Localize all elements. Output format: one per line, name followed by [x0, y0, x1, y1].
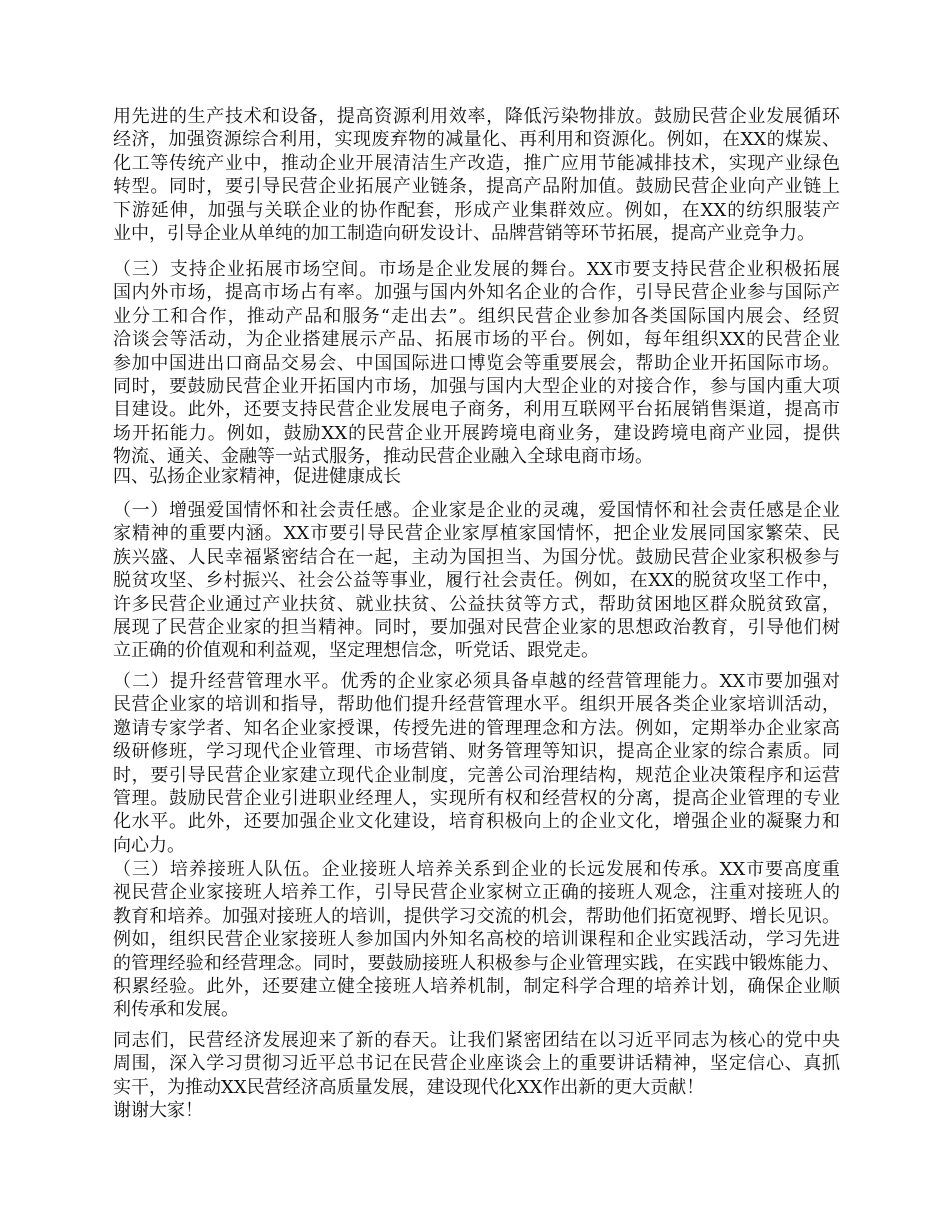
text-line: 家精神的重要内涵。XX市要引导民营企业家厚植家国情怀，把企业发展同国家繁荣、民 [113, 523, 840, 545]
text-line: 化工等传统产业中，推动企业开展清洁生产改造，推广应用节能减排技术，实现产业绿色 [113, 152, 840, 174]
paragraph [113, 1029, 840, 1099]
text-line: 管理。鼓励民营企业引进职业经理人，实现所有权和经营权的分离，提高企业管理的专业 [113, 787, 840, 809]
text-line: 场开拓能力。例如，鼓励XX的民营企业开展跨境电商业务，建设跨境电商产业园，提供 [113, 422, 840, 444]
text-line: （三）支持企业拓展市场空间。市场是企业发展的舞台。XX市要支持民营企业积极拓展 [113, 259, 840, 280]
text-line: 视民营企业家接班人培养工作，引导民营企业家树立正确的接班人观念，注重对接班人的 [113, 882, 840, 904]
paragraph [113, 670, 840, 857]
text-line: 参加中国进出口商品交易会、中国国际进口博览会等重要展会，帮助企业开拓国际市场。 [113, 352, 840, 374]
text-line: 谢谢大家！ [113, 1100, 203, 1121]
paragraph [113, 858, 840, 1022]
paragraph [113, 258, 840, 469]
text-line: 教育和培养。加强对接班人的培训，提供学习交流的机会，帮助他们拓宽视野、增长见识。 [113, 905, 840, 927]
text-line: 化水平。此外，还要加强企业文化建设，培育积极向上的企业文化，增强企业的凝聚力和 [113, 811, 840, 833]
text-line: 积累经验。此外，还要建立健全接班人培养机制，制定科学合理的培养计划，确保企业顺 [113, 975, 840, 997]
text-line: 国内外市场，提高市场占有率。加强与国内外知名企业的合作，引导民营企业参与国际产 [113, 282, 840, 304]
paragraph [113, 105, 840, 245]
text-line: 族兴盛、人民幸福紧密结合在一起，主动为国担当、为国分忧。鼓励民营企业家积极参与 [113, 546, 840, 568]
text-line: 经济，加强资源综合利用，实现废弃物的减量化、再利用和资源化。例如，在XX的煤炭、 [113, 129, 840, 151]
text-line: 展现了民营企业家的担当精神。同时，要加强对民营企业家的思想政治教育，引导他们树 [113, 616, 840, 638]
text-line: 洽谈会等活动，为企业搭建展示产品、拓展市场的平台。例如，每年组织XX的民营企业 [113, 329, 840, 351]
text-line: 周围，深入学习贯彻习近平总书记在民营企业座谈会上的重要讲话精神，坚定信心、真抓 [113, 1053, 840, 1075]
text-line: 目建设。此外，还要支持民营企业发展电子商务，利用互联网平台拓展销售渠道，提高市 [113, 399, 840, 421]
text-line: 利传承和发展。 [113, 999, 239, 1021]
section-heading [113, 465, 840, 488]
text-line: 同时，要鼓励民营企业开拓国内市场，加强与国内大型企业的对接合作，参与国内重大项 [113, 375, 840, 397]
text-line: 四、弘扬企业家精神，促进健康成长 [113, 466, 401, 487]
paragraph [113, 499, 840, 663]
text-line: 脱贫攻坚、乡村振兴、社会公益等事业，履行社会责任。例如，在XX的脱贫攻坚工作中， [113, 570, 840, 592]
text-line: 下游延伸，加强与关联企业的协作配套，形成产业集群效应。例如，在XX的纺织服装产 [113, 199, 840, 221]
text-line: 业分工和合作，推动产品和服务“走出去”。组织民营企业参加各类国际国内展会、经贸 [113, 305, 840, 327]
text-line: （二）提升经营管理水平。优秀的企业家必须具备卓越的经营管理能力。XX市要加强对 [113, 671, 840, 692]
text-line: 业中，引导企业从单纯的加工制造向研发设计、品牌营销等环节拓展，提高产业竞争力。 [113, 222, 815, 244]
text-line: 用先进的生产技术和设备，提高资源利用效率，降低污染物排放。鼓励民营企业发展循环 [113, 106, 840, 127]
text-line: 许多民营企业通过产业扶贫、就业扶贫、公益扶贫等方式，帮助贫困地区群众脱贫致富， [113, 593, 840, 615]
text-line: 转型。同时，要引导民营企业拓展产业链条，提高产品附加值。鼓励民营企业向产业链上 [113, 176, 840, 198]
text-line: 物流、通关、金融等一站式服务，推动民营企业融入全球电商市场。 [113, 446, 653, 468]
text-line: 民营企业家的培训和指导，帮助他们提升经营管理水平。组织开展各类企业家培训活动， [113, 694, 840, 716]
text-line: 邀请专家学者、知名企业家授课，传授先进的管理理念和方法。例如，定期举办企业家高 [113, 717, 840, 739]
text-line: 向心力。 [113, 834, 185, 856]
paragraph [113, 1099, 840, 1122]
text-line: 立正确的价值观和利益观，坚定理想信念，听党话、跟党走。 [113, 640, 599, 662]
text-line: 例如，组织民营企业家接班人参加国内外知名高校的培训课程和企业实践活动，学习先进 [113, 929, 840, 951]
text-line: 的管理经验和经营理念。同时，要鼓励接班人积极参与企业管理实践，在实践中锻炼能力、 [113, 952, 840, 974]
text-line: 时，要引导民营企业家建立现代企业制度，完善公司治理结构，规范企业决策程序和运营 [113, 764, 840, 786]
text-line: （三）培养接班人队伍。企业接班人培养关系到企业的长远发展和传承。XX市要高度重 [113, 859, 840, 880]
text-line: 实干，为推动XX民营经济高质量发展，建设现代化XX作出新的更大贡献！ [113, 1076, 705, 1098]
text-line: （一）增强爱国情怀和社会责任感。企业家是企业的灵魂，爱国情怀和社会责任感是企业 [113, 500, 840, 521]
text-line: 同志们，民营经济发展迎来了新的春天。让我们紧密团结在以习近平同志为核心的党中央 [113, 1030, 840, 1051]
text-line: 级研修班，学习现代企业管理、市场营销、财务管理等知识，提高企业家的综合素质。同 [113, 741, 840, 763]
